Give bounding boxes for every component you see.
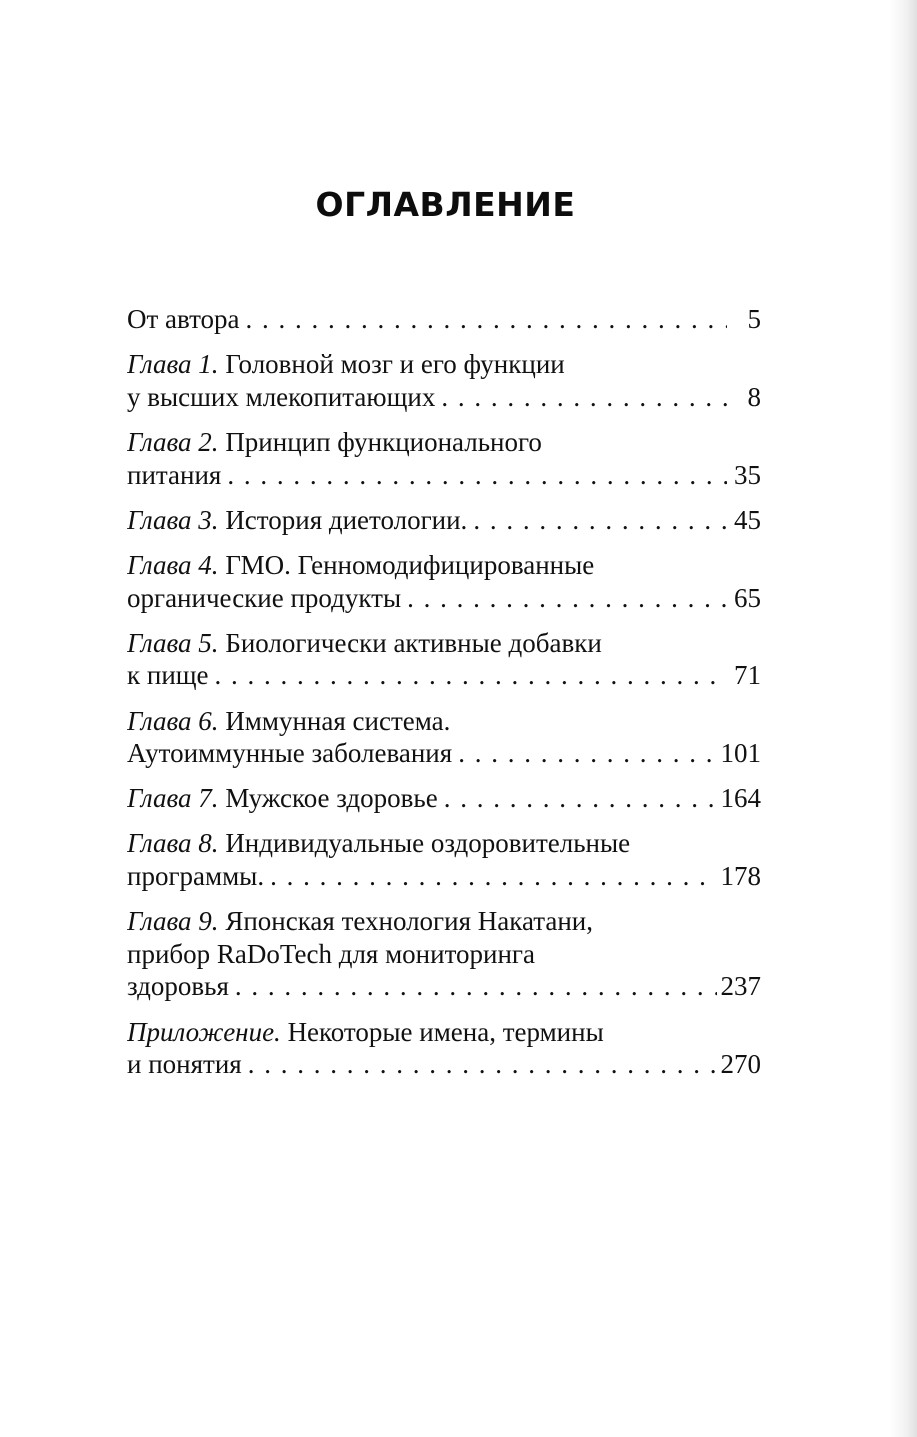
- chapter-title-line: к пище: [127, 660, 209, 691]
- dot-leader: [441, 381, 727, 414]
- chapter-title-line: ГМО. Генномодифицированные: [225, 549, 595, 580]
- toc-entry-line: [127, 905, 761, 938]
- chapter-label: Глава 4.: [127, 549, 219, 580]
- toc-entry-text: [127, 706, 450, 736]
- dot-leader: [458, 737, 716, 770]
- page-title: ОГЛАВЛЕНИЕ: [315, 185, 576, 224]
- page-edge-shadow: [889, 0, 917, 1437]
- toc-entry-text: [127, 427, 542, 457]
- toc-entry-text: [127, 659, 215, 692]
- toc-entry-text: [127, 381, 441, 414]
- toc-entry-last-line: [127, 659, 761, 692]
- toc-entry[interactable]: [127, 827, 761, 892]
- toc-entry-line: [127, 627, 761, 660]
- toc-entry-text: [127, 582, 407, 615]
- toc-entry-text: [127, 906, 593, 936]
- page-number: 270: [720, 1049, 761, 1080]
- dot-leader: [444, 782, 717, 815]
- toc-entry[interactable]: [127, 782, 761, 815]
- toc-entry-text: [127, 459, 227, 492]
- toc-entry-last-line: [127, 860, 761, 893]
- toc-entry-text: [127, 628, 602, 658]
- toc-entry-text: [127, 737, 458, 770]
- chapter-title-line: здоровья: [127, 971, 229, 1002]
- chapter-title-line: Принцип функционального: [225, 426, 542, 457]
- chapter-label: Глава 8.: [127, 828, 219, 859]
- toc-entry-text: [127, 1048, 248, 1081]
- toc-entry-text: [127, 828, 630, 858]
- chapter-title-line: История диетологии.: [225, 504, 468, 535]
- toc-entry-line: [127, 705, 761, 738]
- chapter-label: Глава 2.: [127, 426, 219, 457]
- toc-entry-last-line: [127, 459, 761, 492]
- toc-entry-last-line: [127, 504, 761, 537]
- page-number: 101: [720, 738, 761, 769]
- toc-entry[interactable]: [127, 705, 761, 770]
- chapter-label: Глава 5.: [127, 627, 219, 658]
- toc-entry[interactable]: [127, 303, 761, 336]
- toc-entry-line: [127, 426, 761, 459]
- chapter-title-line: органические продукты: [127, 582, 402, 613]
- dot-leader: [235, 970, 717, 1003]
- chapter-title-line: Индивидуальные оздоровительные: [225, 828, 631, 859]
- chapter-title-line: От автора: [127, 304, 240, 334]
- toc-entry-last-line: [127, 970, 761, 1003]
- toc-entry-text: [127, 349, 565, 379]
- dot-leader: [407, 582, 727, 615]
- toc-entry-last-line: [127, 303, 761, 336]
- toc-entry[interactable]: [127, 627, 761, 692]
- toc-entry[interactable]: [127, 549, 761, 614]
- toc-entry[interactable]: [127, 1016, 761, 1081]
- chapter-label: Глава 3.: [127, 504, 219, 535]
- toc-entry-line: [127, 827, 761, 860]
- chapter-label: Глава 9.: [127, 906, 219, 937]
- toc-entry-text: [127, 860, 270, 893]
- toc-entry-line: [127, 938, 761, 971]
- chapter-title-line: Иммунная система.: [225, 705, 451, 736]
- toc-entry-text: [127, 782, 444, 815]
- chapter-title-line: прибор RaDoTech для мониторинга: [127, 938, 535, 969]
- toc-entry-last-line: [127, 582, 761, 615]
- toc-entry-last-line: [127, 782, 761, 815]
- dot-leader: [270, 860, 716, 893]
- toc-entry-last-line: [127, 737, 761, 770]
- chapter-label: Приложение.: [127, 1016, 281, 1047]
- dot-leader: [227, 459, 727, 492]
- toc-entry-text: [127, 504, 473, 537]
- chapter-title-line: Биологически активные добавки: [225, 627, 602, 658]
- page-number: 71: [734, 660, 761, 691]
- chapter-title-line: Аутоиммунные заболевания: [127, 738, 453, 769]
- toc-entry-text: [127, 939, 535, 969]
- dot-leader: [473, 504, 727, 537]
- toc-entry-text: [127, 970, 235, 1003]
- chapter-title-line: Японская технология Накатани,: [225, 906, 593, 937]
- toc-entry-last-line: [127, 381, 761, 414]
- page-number: 5: [747, 304, 761, 334]
- toc-entry-line: [127, 348, 761, 381]
- toc-entry-text: [127, 1017, 604, 1047]
- toc-entry[interactable]: [127, 504, 761, 537]
- dot-leader: [248, 1048, 717, 1081]
- chapter-title-line: Мужское здоровье: [225, 783, 438, 814]
- toc-entry-line: [127, 1016, 761, 1049]
- chapter-label: Глава 6.: [127, 705, 219, 736]
- toc-entry[interactable]: [127, 426, 761, 491]
- page-number: 237: [720, 971, 761, 1002]
- toc-entry[interactable]: [127, 905, 761, 1003]
- page-number: 164: [720, 783, 761, 814]
- page-number: 178: [720, 861, 761, 892]
- page-number: 35: [734, 459, 761, 490]
- dot-leader: [215, 659, 727, 692]
- chapter-label: Глава 1.: [127, 349, 219, 380]
- dot-leader: [246, 303, 727, 336]
- toc-entry-text: [127, 303, 246, 336]
- chapter-title-line: и понятия: [127, 1049, 242, 1080]
- toc-entry-last-line: [127, 1048, 761, 1081]
- chapter-title-line: Некоторые имена, термины: [287, 1016, 604, 1047]
- page-number: 65: [734, 582, 761, 613]
- chapter-title-line: Головной мозг и его функции: [225, 349, 565, 380]
- toc-entry-line: [127, 549, 761, 582]
- chapter-label: Глава 7.: [127, 783, 219, 814]
- chapter-title-line: питания: [127, 459, 222, 490]
- toc-entry[interactable]: [127, 348, 761, 413]
- chapter-title-line: программы.: [127, 861, 265, 892]
- page-number: 8: [747, 381, 761, 412]
- table-of-contents: [127, 303, 761, 1093]
- page-number: 45: [734, 504, 761, 535]
- toc-entry-text: [127, 550, 594, 580]
- chapter-title-line: у высших млекопитающих: [127, 381, 436, 412]
